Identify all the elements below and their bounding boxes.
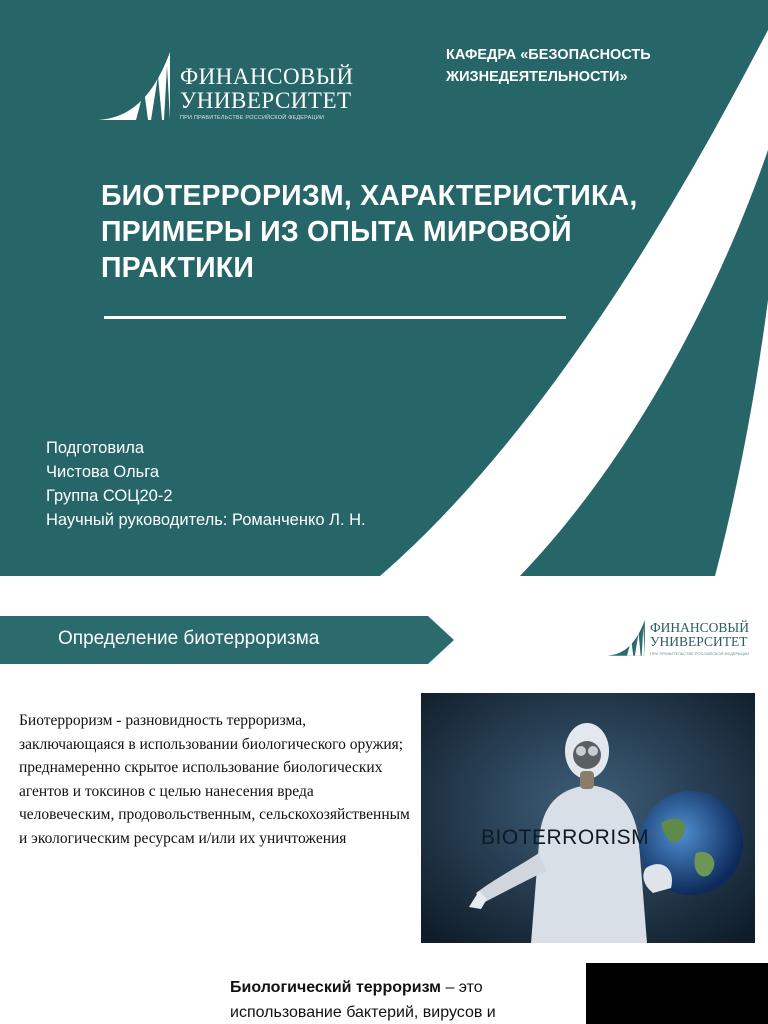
- logo-subtitle: ПРИ ПРАВИТЕЛЬСТВЕ РОССИЙСКОЙ ФЕДЕРАЦИИ: [650, 651, 750, 656]
- university-logo: [96, 48, 366, 128]
- hazmat-figure-illustration: [421, 693, 755, 943]
- author-line: Группа СОЦ20-2: [46, 487, 173, 505]
- logo-subtitle: ПРИ ПРАВИТЕЛЬСТВЕ РОССИЙСКОЙ ФЕДЕРАЦИИ: [180, 115, 325, 121]
- title-divider: [104, 316, 566, 319]
- logo-text-line2: УНИВЕРСИТЕТ: [650, 634, 748, 649]
- author-line: Подготовила: [46, 439, 145, 457]
- logo-text-line1: ФИНАНСОВЫЙ: [180, 64, 354, 89]
- university-emblem-icon: [606, 618, 648, 660]
- bioterrorism-image: [421, 693, 755, 943]
- image-caption-text: BIOTERRORISM: [481, 826, 650, 849]
- bio-rest: – это использование бактерий, вирусов и: [230, 979, 496, 1021]
- department-name: КАФЕДРА «БЕЗОПАСНОСТЬ ЖИЗНЕДЕЯТЕЛЬНОСТИ»: [446, 47, 651, 85]
- definition-text: Биотерроризм - разновидность терроризма, заключающаяся в использовании биологического оружия; преднамеренно скрытое использование биологических агентов и токсинов с целью нанесения вреда человеческим, продовольственным, сельскохозяйственным и экологическим ресурсам и/или их уничтожения: [19, 712, 410, 847]
- presentation-title: БИОТЕРРОРИЗМ, ХАРАКТЕРИСТИКА, ПРИМЕРЫ ИЗ ОПЫТА МИРОВОЙ ПРАКТИКИ: [101, 180, 638, 284]
- author-line: Научный руководитель: Романченко Л. Н.: [46, 511, 366, 529]
- biological-terrorism-text: [230, 975, 570, 1024]
- logo-text-line1: ФИНАНСОВЫЙ: [650, 620, 749, 635]
- author-line: Чистова Ольга: [46, 463, 160, 481]
- university-logo-small: [606, 616, 756, 664]
- black-image-block: [586, 963, 768, 1024]
- definition-slide: [0, 576, 768, 1024]
- author-info: [46, 436, 366, 532]
- section-banner: [0, 616, 456, 664]
- university-emblem-icon: [96, 48, 176, 128]
- section-title: Определение биотерроризма: [58, 628, 320, 649]
- bio-term: Биологический терроризм: [230, 979, 441, 996]
- logo-text-line2: УНИВЕРСИТЕТ: [180, 88, 352, 113]
